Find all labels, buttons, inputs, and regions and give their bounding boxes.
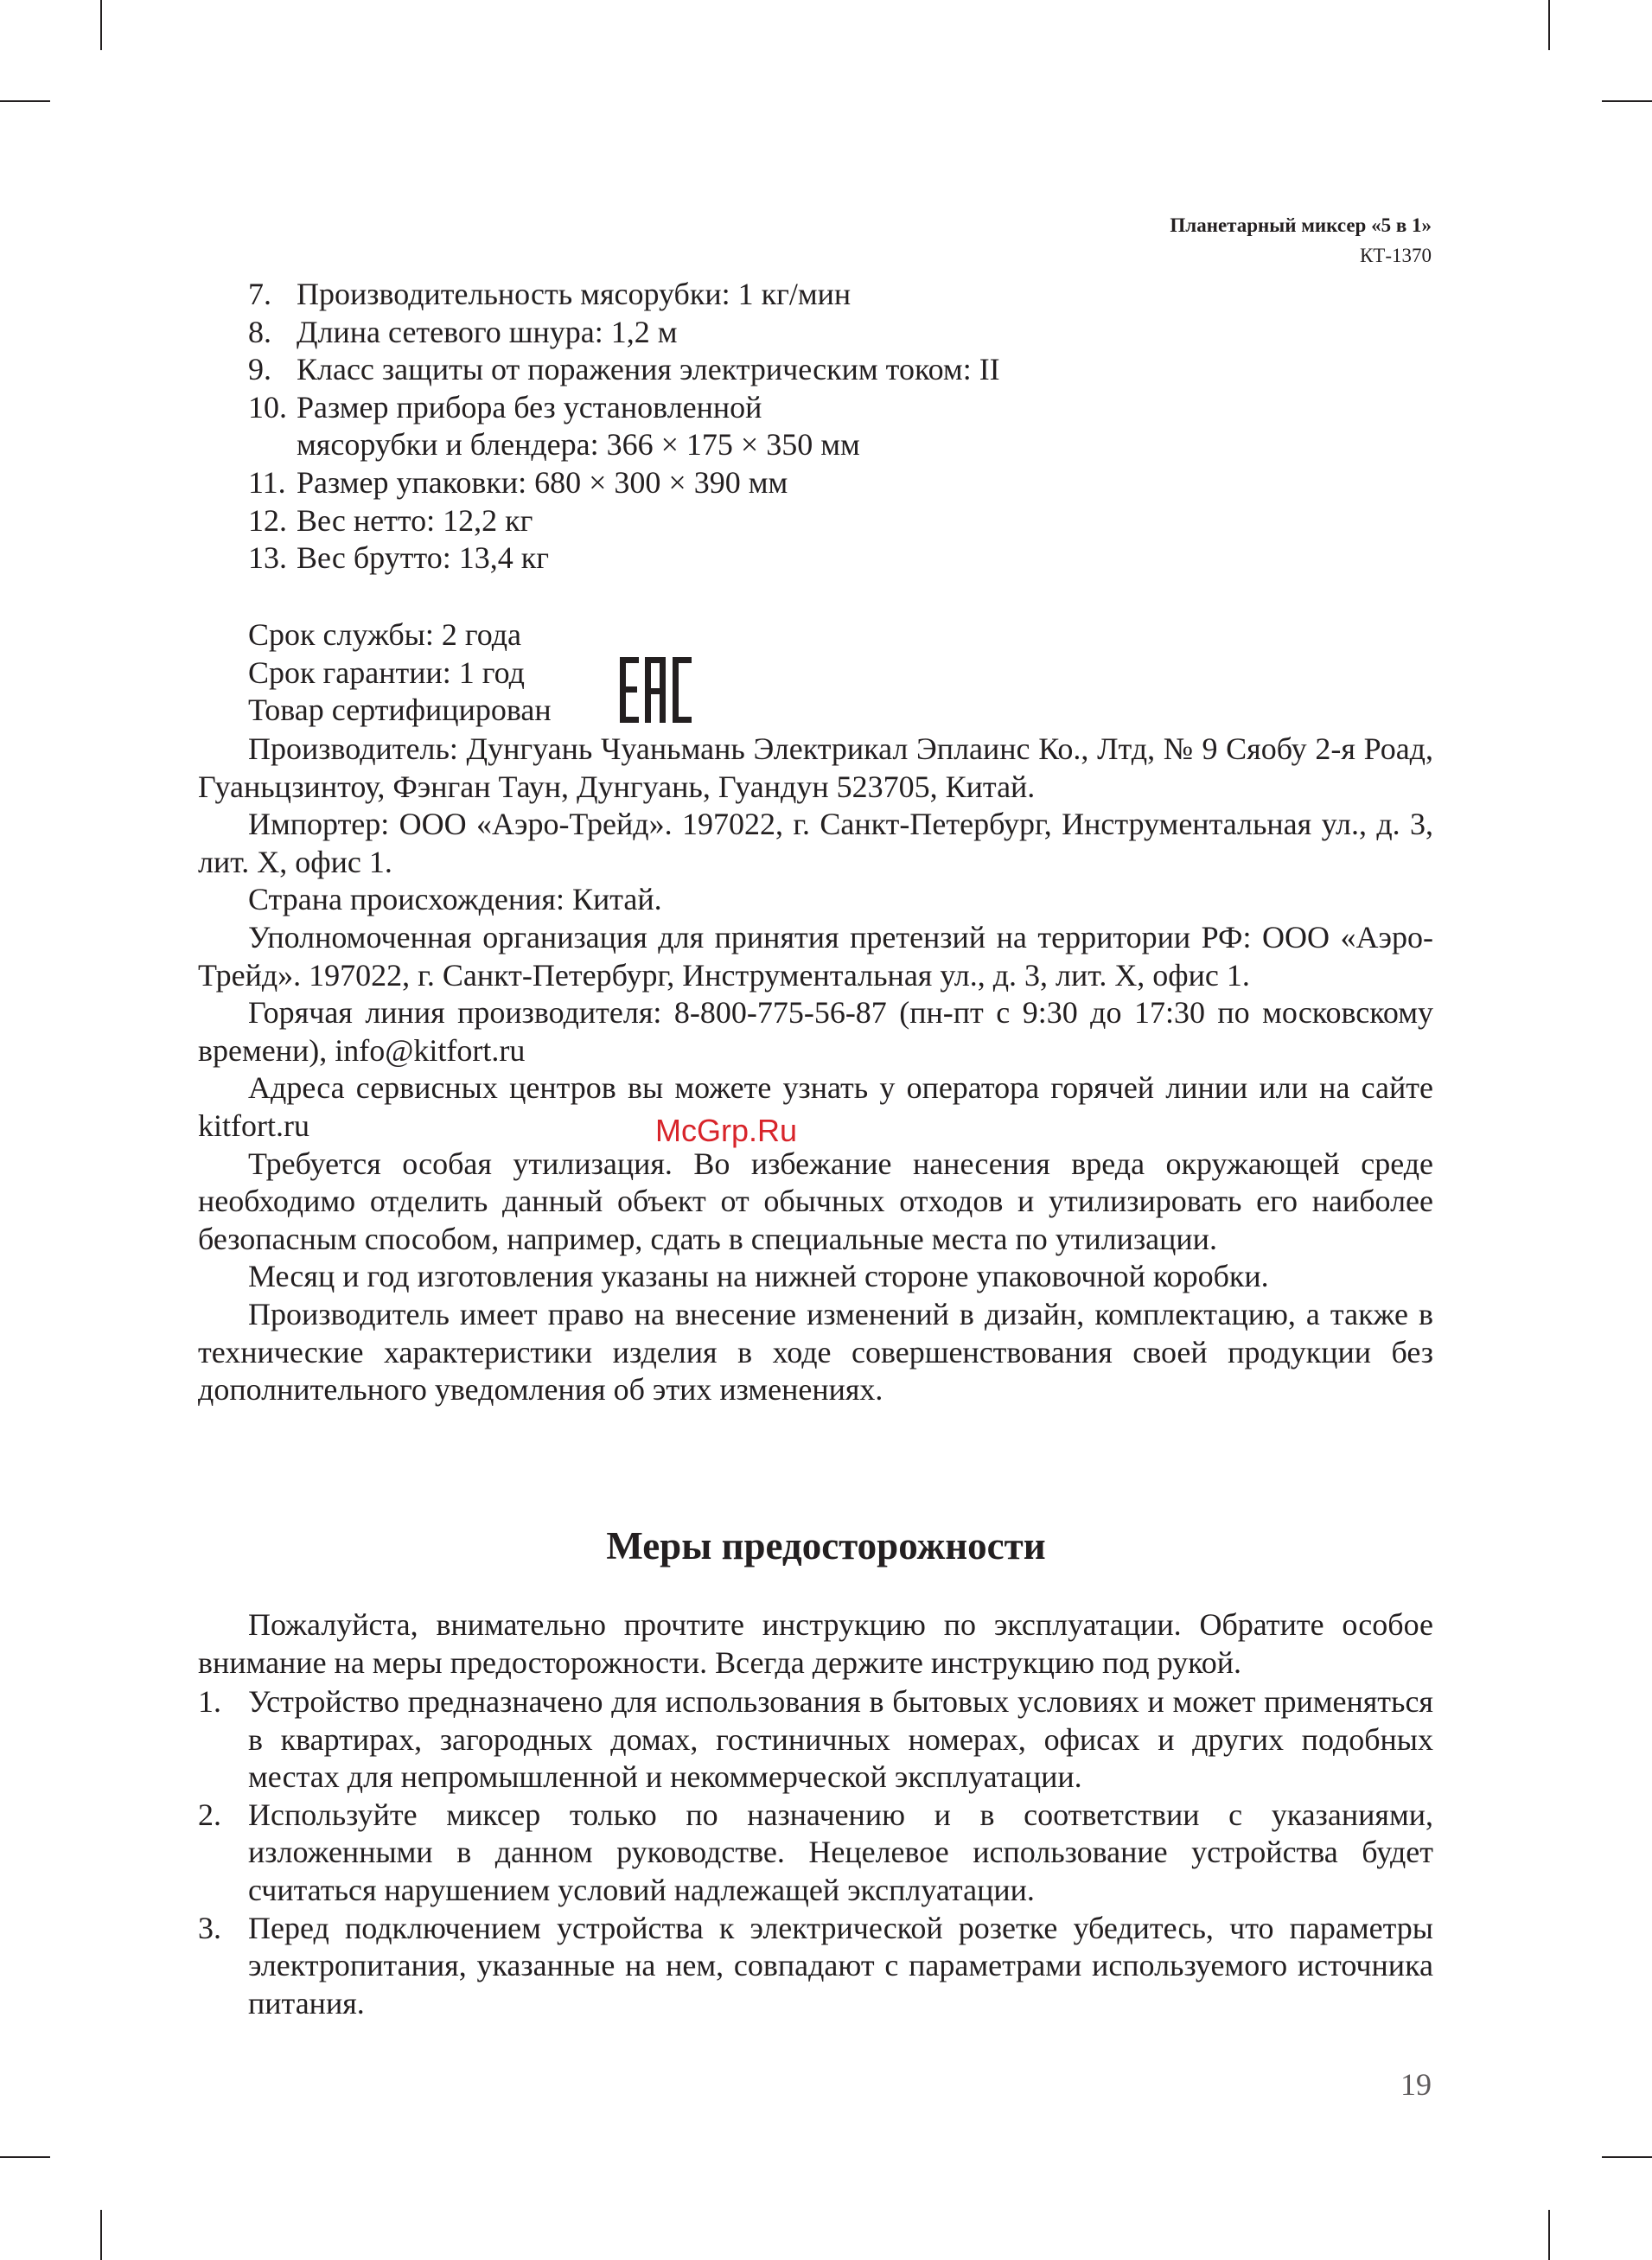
- spec-text: Производительность мясорубки: 1 кг/мин: [297, 277, 852, 311]
- manufacturer-info: Производитель: Дунгуань Чуаньмань Электрикал Эплаинс Ко., Лтд, № 9 Сяобу 2-я Роад, Гуаньцзинтоу, Фэнган Таун, Дунгуань, Гуандун 523705, Китай.: [198, 731, 1433, 804]
- spec-number: 11.: [248, 464, 286, 500]
- precaution-text: Перед подключением устройства к электрической розетке убедитесь, что параметры электропитания, указанные на нем, совпадают с параметрами используемого источника питания.: [248, 1910, 1433, 2021]
- precaution-number: 2.: [198, 1797, 221, 1832]
- crop-mark: [100, 0, 102, 50]
- spec-item-continuation: мясорубки и блендера: 366 × 175 × 350 мм: [297, 427, 860, 463]
- precaution-number: 3.: [198, 1910, 221, 1945]
- section-intro-text: Пожалуйста, внимательно прочтите инструкцию по эксплуатации. Обратите особое внимание на меры предосторожности. Всегда держите инструкцию под рукой.: [198, 1607, 1433, 1680]
- crop-mark: [1602, 2156, 1652, 2158]
- running-header-title: Планетарный миксер «5 в 1»: [1170, 214, 1432, 236]
- production-date-info: Месяц и год изготовления указаны на нижней стороне упаковочной коробки.: [248, 1259, 1269, 1294]
- spec-text: Длина сетевого шнура: 1,2 м: [297, 314, 678, 349]
- hotline-info: Горячая линия производителя: 8-800-775-56-87 (пн-пт с 9:30 до 17:30 по московскому времени), info@kitfort.ru: [198, 995, 1433, 1068]
- spec-number: 7.: [248, 277, 271, 311]
- spec-item: [248, 502, 1441, 540]
- crop-mark: [1548, 2210, 1550, 2260]
- importer-info: Импортер: ООО «Аэро-Трейд». 197022, г. Санкт-Петербург, Инструментальная ул., д. 3, лит. Х, офис 1.: [198, 807, 1433, 879]
- service-life: Срок службы: 2 года: [248, 617, 522, 652]
- spec-item: [248, 539, 1441, 578]
- watermark: McGrp.Ru: [655, 1113, 798, 1148]
- precaution-text: Устройство предназначено для использования в бытовых условиях и может применяться в квартирах, загородных домах, гостиничных номерах, офисах и других подобных местах для непромышленной и некоммерческой эксплуатации.: [248, 1684, 1433, 1795]
- precaution-item: [198, 1683, 1433, 1797]
- certified-label: Товар сертифицирован: [248, 693, 552, 728]
- precaution-item: [198, 1910, 1433, 2023]
- precaution-text: Используйте миксер только по назначению и в соответствии с указаниями, изложенными в данном руководстве. Нецелевое использование устройства будет считаться нарушением условий надлежащей эксплуатации.: [248, 1797, 1433, 1907]
- eac-certification-icon: [620, 657, 692, 723]
- spec-item: [248, 314, 1441, 352]
- certification-block: [248, 616, 552, 730]
- specifications-list: [248, 276, 1441, 578]
- spec-number: 8.: [248, 314, 271, 349]
- spec-number: 13.: [248, 540, 287, 576]
- crop-mark: [0, 100, 50, 102]
- crop-mark: [0, 2156, 50, 2158]
- disposal-info: Требуется особая утилизация. Во избежание нанесения вреда окружающей среде необходимо отделить данный объект от обычных отходов и утилизировать его наиболее безопасным способом, например, сдать в специальные места по утилизации.: [198, 1146, 1433, 1256]
- crop-mark: [1548, 0, 1550, 50]
- page-number: 19: [1400, 2067, 1432, 2102]
- spec-item: [248, 276, 1441, 314]
- design-changes-info: Производитель имеет право на внесение изменений в дизайн, комплектацию, а также в технические характеристики изделия в ходе совершенствования своей продукции без дополнительного уведомления об этих изменениях.: [198, 1296, 1433, 1408]
- spec-text: Вес нетто: 12,2 кг: [297, 502, 533, 538]
- product-information: [198, 731, 1433, 1409]
- spec-number: 9.: [248, 352, 271, 387]
- spec-item: [248, 464, 1441, 502]
- spec-number: 10.: [248, 389, 287, 425]
- section-intro: [198, 1606, 1433, 1682]
- precaution-item: [198, 1797, 1433, 1910]
- country-of-origin: Страна происхождения: Китай.: [248, 882, 662, 917]
- running-header-model: КТ-1370: [1359, 245, 1432, 266]
- authorized-organization: Уполномоченная организация для принятия претензий на территории РФ: ООО «Аэро-Трейд». 197022, г. Санкт-Петербург, Инструментальная ул., д. 3, лит. Х, офис 1.: [198, 919, 1433, 993]
- spec-text: Размер упаковки: 680 × 300 × 390 мм: [297, 464, 788, 500]
- spec-text: Вес брутто: 13,4 кг: [297, 540, 549, 576]
- crop-mark: [1602, 100, 1652, 102]
- spec-number: 12.: [248, 502, 287, 538]
- warranty-period: Срок гарантии: 1 год: [248, 654, 525, 690]
- crop-mark: [100, 2210, 102, 2260]
- spec-item: [248, 351, 1441, 389]
- section-title: Меры предосторожности: [606, 1524, 1046, 1567]
- spec-text: Размер прибора без установленной: [297, 389, 762, 425]
- spec-item: [248, 389, 1441, 427]
- precautions-list: [198, 1683, 1433, 2022]
- spec-text: Класс защиты от поражения электрическим током: II: [297, 352, 1000, 387]
- service-centers-info: Адреса сервисных центров вы можете узнать у оператора горячей линии или на сайте kitfort.ru: [198, 1070, 1433, 1143]
- precaution-number: 1.: [198, 1684, 221, 1719]
